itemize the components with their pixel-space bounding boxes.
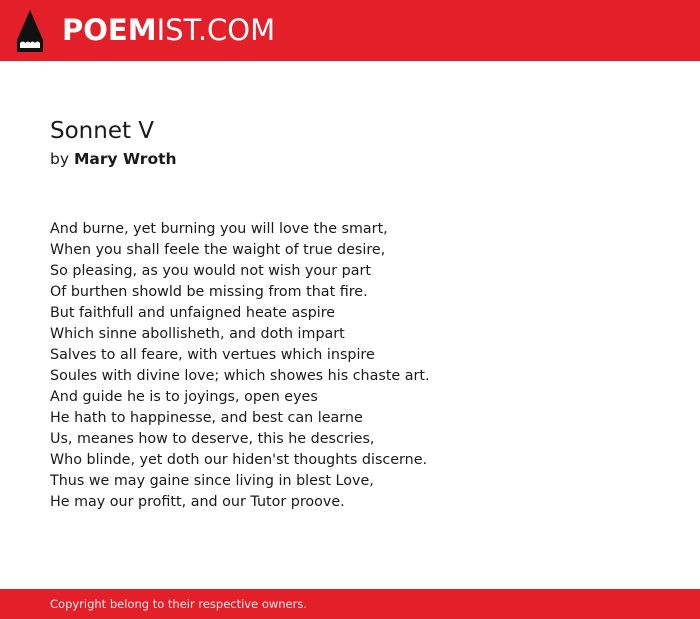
copyright-text: Copyright belong to their respective owners. [50,597,308,611]
logo-bold-text: POEM [62,13,157,47]
site-footer [0,589,700,619]
by-label: by [50,150,70,168]
poem-line: And guide he is to joyings, open eyes [50,389,318,405]
poem-line: He may our profitt, and our Tutor proove. [50,494,345,510]
poem-title: Sonnet V [50,118,155,144]
poem-line: Thus we may gaine since living in blest Love, [50,473,374,489]
poem-line: When you shall feele the waight of true desire, [50,242,386,258]
poem-line: Us, meanes how to deserve, this he descries, [50,431,375,447]
poem-line: He hath to happinesse, and best can learne [50,410,363,426]
author-name: Mary Wroth [73,150,177,168]
poem-body [50,219,650,513]
site-header [0,0,700,61]
logo-light-text: IST.COM [156,13,276,47]
poem-line: Which sinne abollisheth, and doth impart [50,326,345,342]
poem-line: Soules with divine love; which showes his chaste art. [50,368,430,384]
poem-line: So pleasing, as you would not wish your part [50,263,371,279]
poem-line: And burne, yet burning you will love the smart, [50,221,388,237]
poem-line: Of burthen showld be missing from that fire. [50,284,368,300]
site-logo[interactable] [62,13,275,47]
byline [50,149,177,169]
poem-line: Salves to all feare, with vertues which inspire [50,347,375,363]
poem-line: Who blinde, yet doth our hiden'st thoughts discerne. [50,452,428,468]
pencil-tip-icon[interactable] [17,10,43,52]
poem-line: But faithfull and unfaigned heate aspire [50,305,336,321]
